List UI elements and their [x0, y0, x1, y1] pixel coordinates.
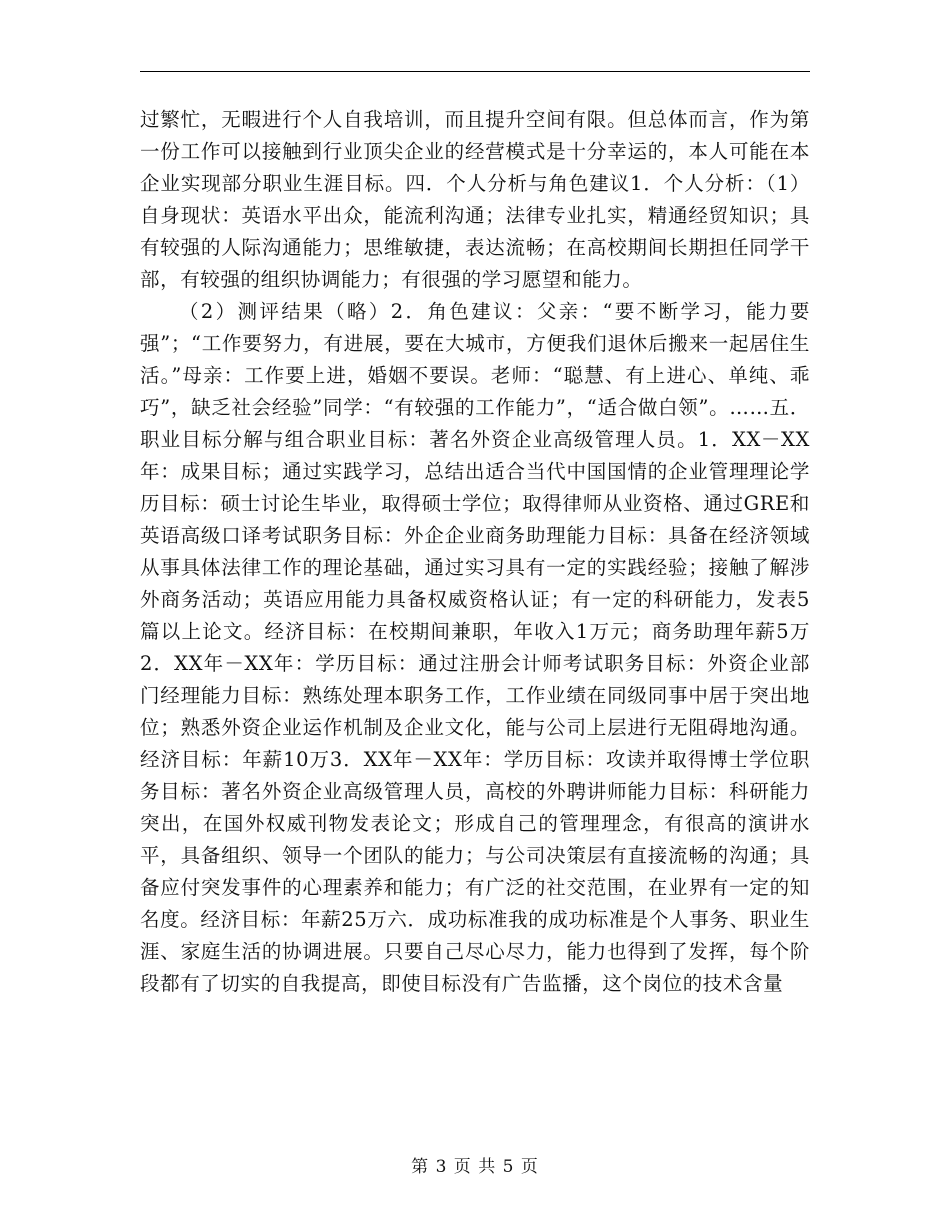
paragraph-2: （2）测评结果（略）2．角色建议：父亲：“要不断学习，能力要强”；“工作要努力，有进展，要在大城市，方便我们退休后搬来一起居住生活。”母亲：工作要上进，婚姻不要误。老师：“聪慧、有上进心、单纯、乖巧”，缺乏社会经验”同学：“有较强的工作能力”，“适合做白领”。……五．职业目标分解与组合职业目标：著名外资企业高级管理人员。1．XX－XX年：成果目标；通过实践学习，总结出适合当代中国国情的企业管理理论学历目标：硕士讨论生毕业，取得硕士学位；取得律师从业资格、通过GRE和英语高级口译考试职务目标：外企企业商务助理能力目标：具备在经济领域从事具体法律工作的理论基础，通过实习具有一定的实践经验；接触了解涉外商务活动；英语应用能力具备权威资格认证；有一定的科研能力，发表5篇以上论文。经济目标：在校期间兼职，年收入1万元；商务助理年薪5万2．XX年－XX年：学历目标：通过注册会计师考试职务目标：外资企业部门经理能力目标：熟练处理本职务工作，工作业绩在同级同事中居于突出地位；熟悉外资企业运作机制及企业文化，能与公司上层进行无阻碍地沟通。经济目标：年薪10万3．XX年－XX年：学历目标：攻读并取得博士学位职务目标：著名外资企业高级管理人员，高校的外聘讲师能力目标：科研能力突出，在国外权威刊物发表论文；形成自己的管理理念，有很高的演讲水平，具备组织、领导一个团队的能力；与公司决策层有直接流畅的沟通；具备应付突发事件的心理素养和能力；有广泛的社交范围，在业界有一定的知名度。经济目标：年薪25万六．成功标准我的成功标准是个人事务、职业生涯、家庭生活的协调进展。只要自己尽心尽力，能力也得到了发挥，每个阶段都有了切实的自我提高，即使目标没有广告监播，这个岗位的技术含量 [140, 300, 810, 995]
header-rule [140, 71, 810, 72]
page-footer [0, 1152, 950, 1177]
document-body [140, 104, 810, 1000]
paragraph-1: 过繁忙，无暇进行个人自我培训，而且提升空间有限。但总体而言，作为第一份工作可以接触到行业顶尖企业的经营模式是十分幸运的，本人可能在本企业实现部分职业生涯目标。四．个人分析与角色建议1．个人分析：（1）自身现状：英语水平出众，能流利沟通；法律专业扎实，精通经贸知识；具有较强的人际沟通能力；思维敏捷，表达流畅；在高校期间长期担任同学干部，有较强的组织协调能力；有很强的学习愿望和能力。 [140, 108, 810, 291]
page-number-label: 第 3 页 共 5 页 [411, 1157, 539, 1177]
